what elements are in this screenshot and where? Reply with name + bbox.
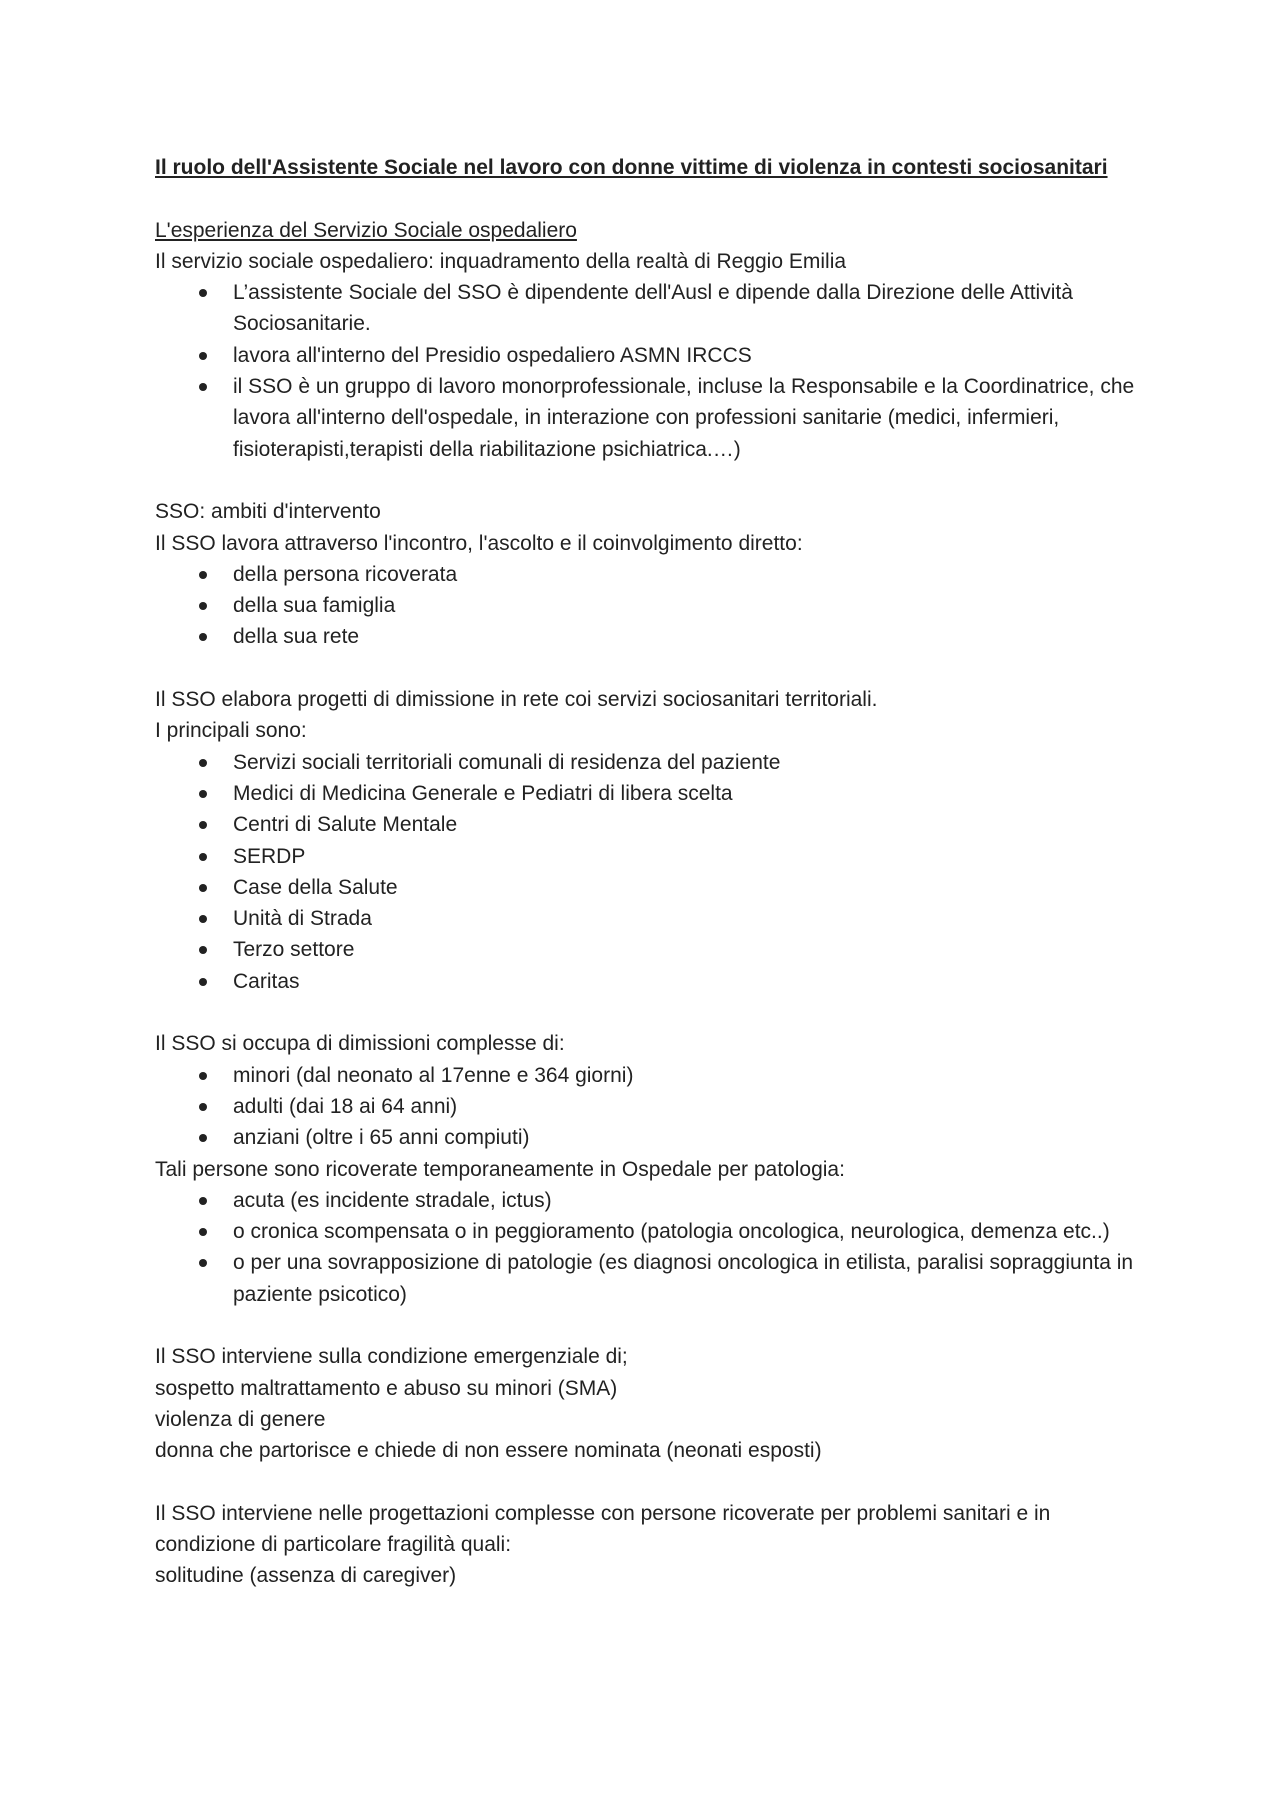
paragraph: Il SSO lavora attraverso l'incontro, l'ascolto e il coinvolgimento diretto: [155,531,803,555]
list-item: della sua rete [155,621,1140,652]
paragraph: Il SSO elabora progetti di dimissione in rete coi servizi sociosanitari territoriali. [155,688,878,712]
paragraph: Il SSO interviene nelle progettazioni complesse con persone ricoverate per problemi sanitari e in condizione di particolare fragilità quali: [155,1501,1051,1557]
spacer [155,653,1140,684]
list-item: anziani (oltre i 65 anni compiuti) [155,1122,1140,1153]
bullet-list [155,747,1140,997]
list-item: Unità di Strada [155,903,1140,934]
list-item: minori (dal neonato al 17enne e 364 giorni) [155,1060,1140,1091]
bullet-list [155,277,1140,465]
section-heading: L'esperienza del Servizio Sociale ospedaliero [155,218,577,242]
spacer [155,183,1140,214]
spacer [155,1310,1140,1341]
bullet-list [155,559,1140,653]
paragraph: Il servizio sociale ospedaliero: inquadramento della realtà di Reggio Emilia [155,249,847,273]
list-item: Medici di Medicina Generale e Pediatri di libera scelta [155,778,1140,809]
list-item: Servizi sociali territoriali comunali di residenza del paziente [155,747,1140,778]
spacer [155,1466,1140,1497]
document-title: Il ruolo dell'Assistente Sociale nel lavoro con donne vittime di violenza in contesti sociosanitari [155,156,1108,179]
list-item: Terzo settore [155,934,1140,965]
paragraph: Il SSO interviene sulla condizione emergenziale di; [155,1345,628,1369]
bullet-list [155,1185,1140,1310]
list-item: Centri di Salute Mentale [155,809,1140,840]
list-item: o cronica scompensata o in peggioramento (patologia oncologica, neurologica, demenza etc..) [155,1216,1140,1247]
bullet-list [155,1060,1140,1154]
list-item: Case della Salute [155,872,1140,903]
list-item: acuta (es incidente stradale, ictus) [155,1185,1140,1216]
spacer [155,997,1140,1028]
list-item: o per una sovrapposizione di patologie (es diagnosi oncologica in etilista, paralisi sopraggiunta in paziente psicotico) [155,1247,1140,1310]
list-item: Caritas [155,966,1140,997]
paragraph: donna che partorisce e chiede di non essere nominata (neonati esposti) [155,1439,822,1463]
paragraph: I principali sono: [155,719,307,743]
paragraph: Tali persone sono ricoverate temporaneamente in Ospedale per patologia: [155,1157,845,1181]
paragraph: sospetto maltrattamento e abuso su minori (SMA) [155,1376,618,1400]
paragraph: violenza di genere [155,1407,326,1431]
list-item: il SSO è un gruppo di lavoro monorprofessionale, incluse la Responsabile e la Coordinatrice, che lavora all'interno dell'ospedale, in interazione con professioni sanitarie (medici, infermieri, fisioterapisti,terapisti della riabilitazione psichiatrica.…) [155,371,1140,465]
list-item: della persona ricoverata [155,559,1140,590]
section-heading: SSO: ambiti d'intervento [155,500,381,524]
list-item: SERDP [155,841,1140,872]
document-page [155,152,1140,1592]
list-item: lavora all'interno del Presidio ospedaliero ASMN IRCCS [155,340,1140,371]
list-item: L’assistente Sociale del SSO è dipendente dell'Ausl e dipende dalla Direzione delle Attività Sociosanitarie. [155,277,1140,340]
list-item: della sua famiglia [155,590,1140,621]
spacer [155,465,1140,496]
paragraph: solitudine (assenza di caregiver) [155,1564,457,1588]
paragraph: Il SSO si occupa di dimissioni complesse di: [155,1032,565,1056]
list-item: adulti (dai 18 ai 64 anni) [155,1091,1140,1122]
